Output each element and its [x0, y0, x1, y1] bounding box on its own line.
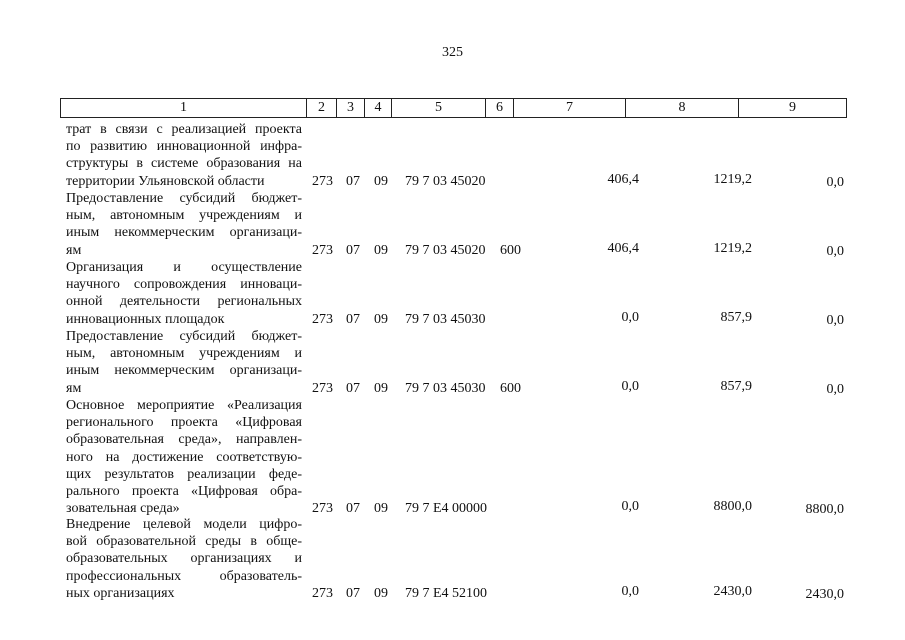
cell-col-2: 273: [312, 380, 333, 396]
description-line: Организация и осуществление: [66, 260, 302, 275]
header-col-9: 9: [739, 99, 847, 118]
description-line: научного сопровождения инноваци-: [66, 277, 302, 293]
cell-col-9: 2430,0: [805, 586, 844, 602]
description-line: ного на достижение соответствую-: [66, 449, 302, 465]
cell-col-4: 09: [374, 242, 388, 258]
cell-col-7: 406,4: [607, 171, 639, 187]
description-line: щих результатов реализации феде-: [66, 466, 302, 482]
header-col-6: 6: [486, 99, 514, 118]
header-col-2: 2: [307, 99, 337, 118]
cell-col-9: 0,0: [826, 243, 844, 259]
cell-col-3: 07: [346, 380, 360, 396]
description-line: территории Ульяновской области: [66, 173, 265, 189]
header-col-7: 7: [514, 99, 626, 118]
cell-col-5: 79 7 03 45020: [405, 173, 486, 189]
cell-col-8: 857,9: [720, 378, 752, 394]
cell-col-3: 07: [346, 173, 360, 189]
cell-col-2: 273: [312, 173, 333, 189]
cell-col-3: 07: [346, 311, 360, 327]
header-col-4: 4: [365, 99, 392, 118]
cell-col-6: 600: [500, 380, 521, 396]
cell-col-4: 09: [374, 585, 388, 601]
cell-col-8: 1219,2: [713, 171, 752, 187]
cell-col-9: 0,0: [826, 312, 844, 328]
description-line: образовательных организациях и: [66, 551, 302, 567]
cell-col-8: 8800,0: [713, 499, 752, 515]
description-line: ным, автономным учреждениям и: [66, 346, 302, 362]
cell-col-7: 406,4: [607, 240, 639, 256]
cell-col-3: 07: [346, 501, 360, 517]
row-description: [66, 259, 302, 328]
cell-col-8: 2430,0: [713, 583, 752, 599]
row-description: [66, 397, 302, 517]
description-line: профессиональных образователь-: [66, 568, 302, 584]
cell-col-9: 8800,0: [805, 502, 844, 518]
cell-col-7: 0,0: [621, 499, 639, 515]
cell-col-4: 09: [374, 501, 388, 517]
description-line: Основное мероприятие «Реализация: [66, 398, 302, 413]
cell-col-3: 07: [346, 242, 360, 258]
description-line: ным, автономным учреждениям и: [66, 208, 302, 224]
cell-col-4: 09: [374, 311, 388, 327]
description-line: зовательная среда»: [66, 501, 180, 517]
description-line: рального проекта «Цифровая обра-: [66, 484, 302, 500]
description-line: Внедрение целевой модели цифро-: [66, 517, 302, 532]
row-description: [66, 516, 302, 602]
cell-col-7: 0,0: [621, 583, 639, 599]
cell-col-4: 09: [374, 380, 388, 396]
cell-col-5: 79 7 E4 52100: [405, 585, 488, 601]
header-col-3: 3: [337, 99, 365, 118]
cell-col-5: 79 7 03 45030: [405, 311, 486, 327]
cell-col-5: 79 7 03 45020: [405, 242, 486, 258]
cell-col-9: 0,0: [826, 381, 844, 397]
description-line: онной деятельности региональных: [66, 294, 302, 310]
row-description: [66, 328, 302, 397]
row-description: [66, 121, 302, 190]
page-number: 325: [442, 45, 463, 60]
row-description: [66, 190, 302, 259]
cell-col-6: 600: [500, 242, 521, 258]
cell-col-8: 857,9: [720, 309, 752, 325]
description-line: ям: [66, 242, 82, 258]
header-col-1: 1: [61, 99, 307, 118]
description-line: Предоставление субсидий бюджет-: [66, 191, 302, 206]
cell-col-3: 07: [346, 585, 360, 601]
description-line: регионального проекта «Цифровая: [66, 415, 302, 431]
description-line: структуры в системе образования на: [66, 156, 302, 172]
description-line: ных организациях: [66, 585, 175, 601]
description-line: инновационных площадок: [66, 311, 225, 327]
description-line: трат в связи с реализацией проекта: [66, 122, 302, 137]
cell-col-7: 0,0: [621, 378, 639, 394]
cell-col-5: 79 7 03 45030: [405, 380, 486, 396]
cell-col-9: 0,0: [826, 174, 844, 190]
cell-col-2: 273: [312, 501, 333, 517]
description-line: образовательная среда», направлен-: [66, 432, 302, 448]
description-line: иным некоммерческим организаци-: [66, 363, 302, 379]
description-line: вой образовательной среды в обще-: [66, 534, 302, 550]
header-col-5: 5: [392, 99, 486, 118]
cell-col-2: 273: [312, 242, 333, 258]
header-col-8: 8: [626, 99, 739, 118]
cell-col-7: 0,0: [621, 309, 639, 325]
description-line: ям: [66, 380, 82, 396]
description-line: иным некоммерческим организаци-: [66, 225, 302, 241]
cell-col-2: 273: [312, 311, 333, 327]
cell-col-8: 1219,2: [713, 240, 752, 256]
cell-col-5: 79 7 E4 00000: [405, 501, 488, 517]
description-line: Предоставление субсидий бюджет-: [66, 329, 302, 344]
cell-col-4: 09: [374, 173, 388, 189]
column-header-row: [60, 98, 847, 118]
description-line: по развитию инновационной инфра-: [66, 139, 302, 155]
cell-col-2: 273: [312, 585, 333, 601]
